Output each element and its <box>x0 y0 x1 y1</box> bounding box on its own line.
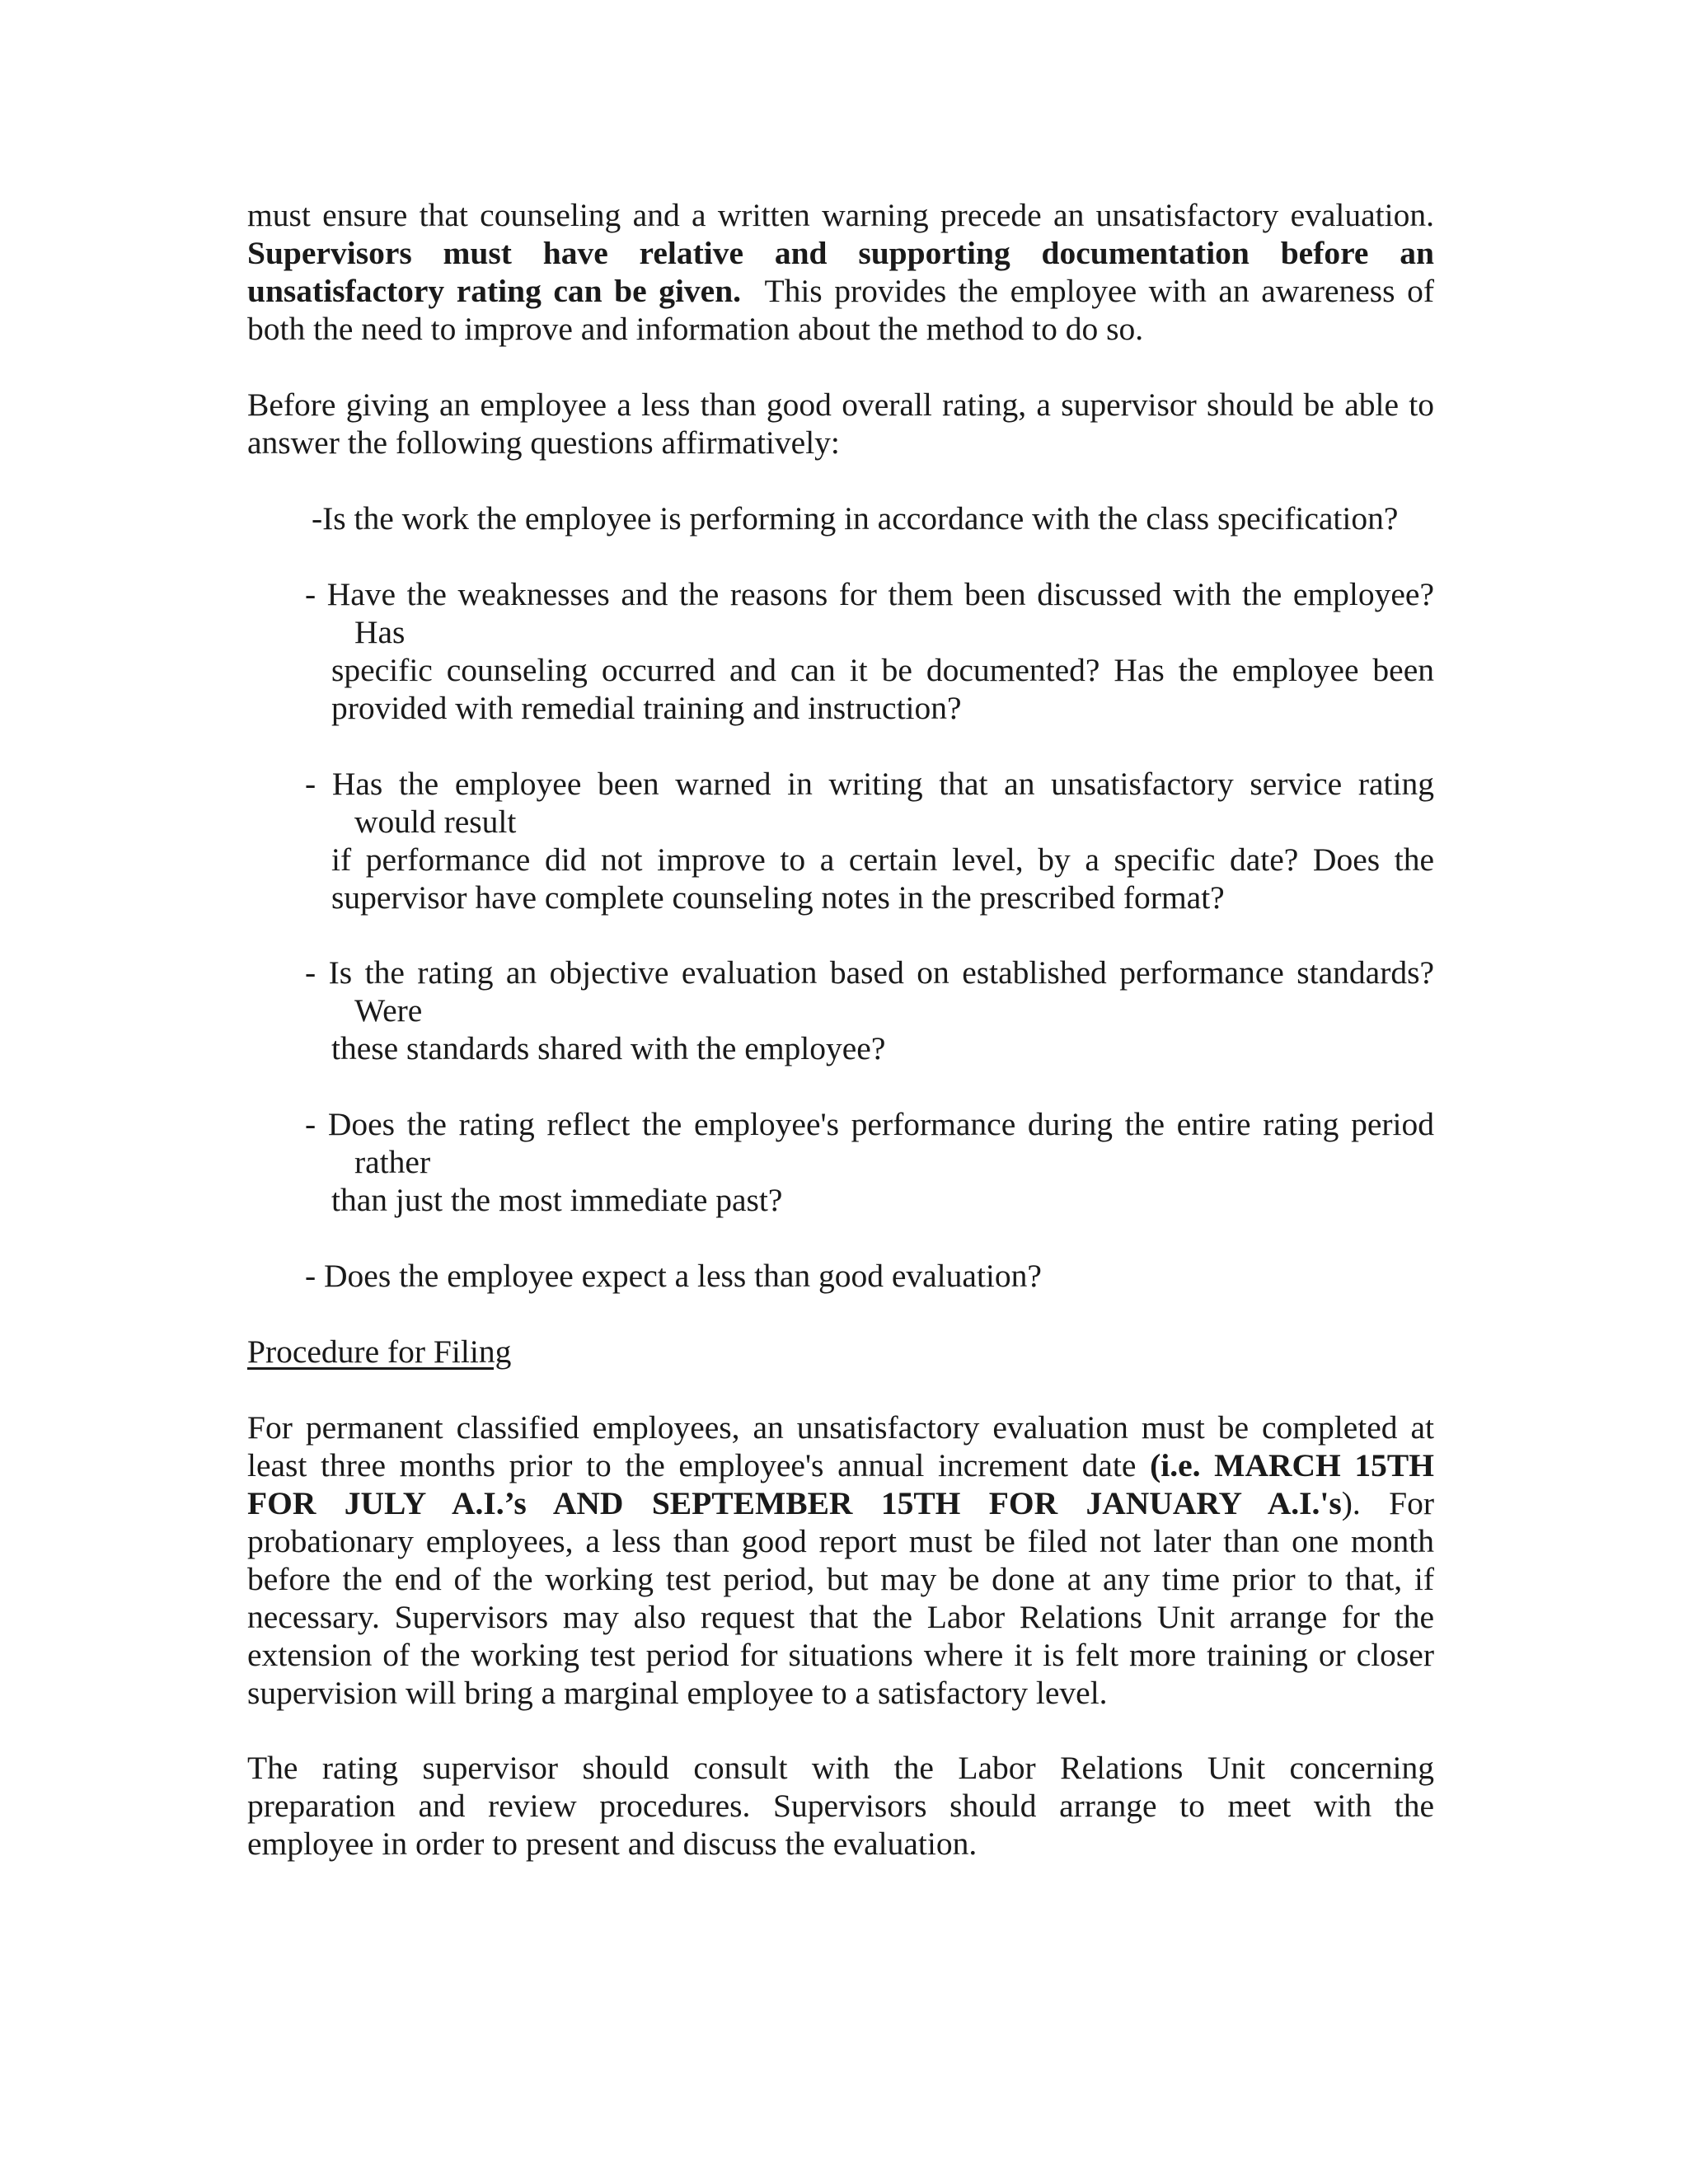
text: This provides the employee with an awareness of <box>764 273 1434 309</box>
text-line: must ensure that counseling and a written warning precede an unsatisfactory evaluation. <box>247 197 1434 233</box>
question-wrap-text: would result <box>354 804 517 840</box>
text-line: supervision will bring a marginal employee to a satisfactory level. <box>247 1675 1108 1711</box>
bold-text: (i.e. MARCH 15TH <box>1150 1447 1434 1483</box>
question-wrap-text: Has <box>354 614 406 650</box>
text-line: necessary. Supervisors may also request that the Labor Relations Unit arrange for the <box>247 1599 1434 1635</box>
text: ). For <box>1341 1485 1434 1521</box>
text-line: For permanent classified employees, an unsatisfactory evaluation must be completed at <box>247 1409 1434 1446</box>
question-item <box>305 575 1434 727</box>
question-item <box>305 1105 1434 1219</box>
text-line <box>247 272 1434 310</box>
question-item <box>305 765 1434 916</box>
paragraph-consult <box>247 1749 1434 1863</box>
question-continuation: supervisor have complete counseling notes in the prescribed format? <box>331 879 1225 916</box>
question-item <box>305 954 1434 1067</box>
text-line: Before giving an employee a less than good overall rating, a supervisor should be able to <box>247 387 1434 423</box>
question-wrap-text: Were <box>354 992 423 1029</box>
question-continuation: if performance did not improve to a certain level, by a specific date? Does the <box>331 841 1434 878</box>
question-continuation: these standards shared with the employee? <box>331 1030 886 1066</box>
question-text: - Has the employee been warned in writing that an unsatisfactory service rating <box>305 766 1434 802</box>
text: least three months prior to the employee's annual increment date <box>247 1447 1151 1483</box>
text-line: preparation and review procedures. Supervisors should arrange to meet with the <box>247 1788 1434 1824</box>
text-line: before the end of the working test period, but may be done at any time prior to that, if <box>247 1561 1434 1597</box>
paragraph-procedure <box>247 1408 1434 1712</box>
bold-text-line: Supervisors must have relative and supporting documentation before an <box>247 235 1434 271</box>
question-continuation: provided with remedial training and instruction? <box>331 690 962 726</box>
question-continuation: specific counseling occurred and can it be documented? Has the employee been <box>331 652 1434 688</box>
question-item <box>305 1257 1434 1295</box>
question-text: - Is the rating an objective evaluation based on established performance standards? <box>305 954 1434 991</box>
text-line: employee in order to present and discuss the evaluation. <box>247 1825 978 1862</box>
paragraph-before-rating <box>247 386 1434 462</box>
bold-text: FOR JULY A.I.’s AND SEPTEMBER 15TH FOR JANUARY A.I.'s <box>247 1485 1342 1521</box>
question-text: - Have the weaknesses and the reasons for them been discussed with the employee? <box>305 576 1434 612</box>
question-continuation: than just the most immediate past? <box>331 1182 783 1218</box>
text-line <box>247 1484 1434 1522</box>
text-line: extension of the working test period for situations where it is felt more training or closer <box>247 1637 1434 1673</box>
text-line: answer the following questions affirmatively: <box>247 424 840 461</box>
text-line <box>247 1446 1434 1484</box>
text-line: probationary employees, a less than good report must be filed not later than one month <box>247 1523 1434 1559</box>
question-wrap-text: rather <box>354 1144 431 1180</box>
bold-text: unsatisfactory rating can be given. <box>247 273 742 309</box>
section-heading: Procedure for Filing <box>247 1333 512 1370</box>
question-text: -Is the work the employee is performing in accordance with the class specification? <box>312 500 1399 537</box>
question-text: - Does the rating reflect the employee's performance during the entire rating period <box>305 1106 1434 1142</box>
question-text: - Does the employee expect a less than good evaluation? <box>305 1258 1042 1294</box>
text-line: The rating supervisor should consult with the Labor Relations Unit concerning <box>247 1750 1434 1786</box>
text-line: both the need to improve and information about the method to do so. <box>247 311 1144 347</box>
question-item <box>312 499 1434 537</box>
paragraph-warning-requirement <box>247 196 1434 348</box>
